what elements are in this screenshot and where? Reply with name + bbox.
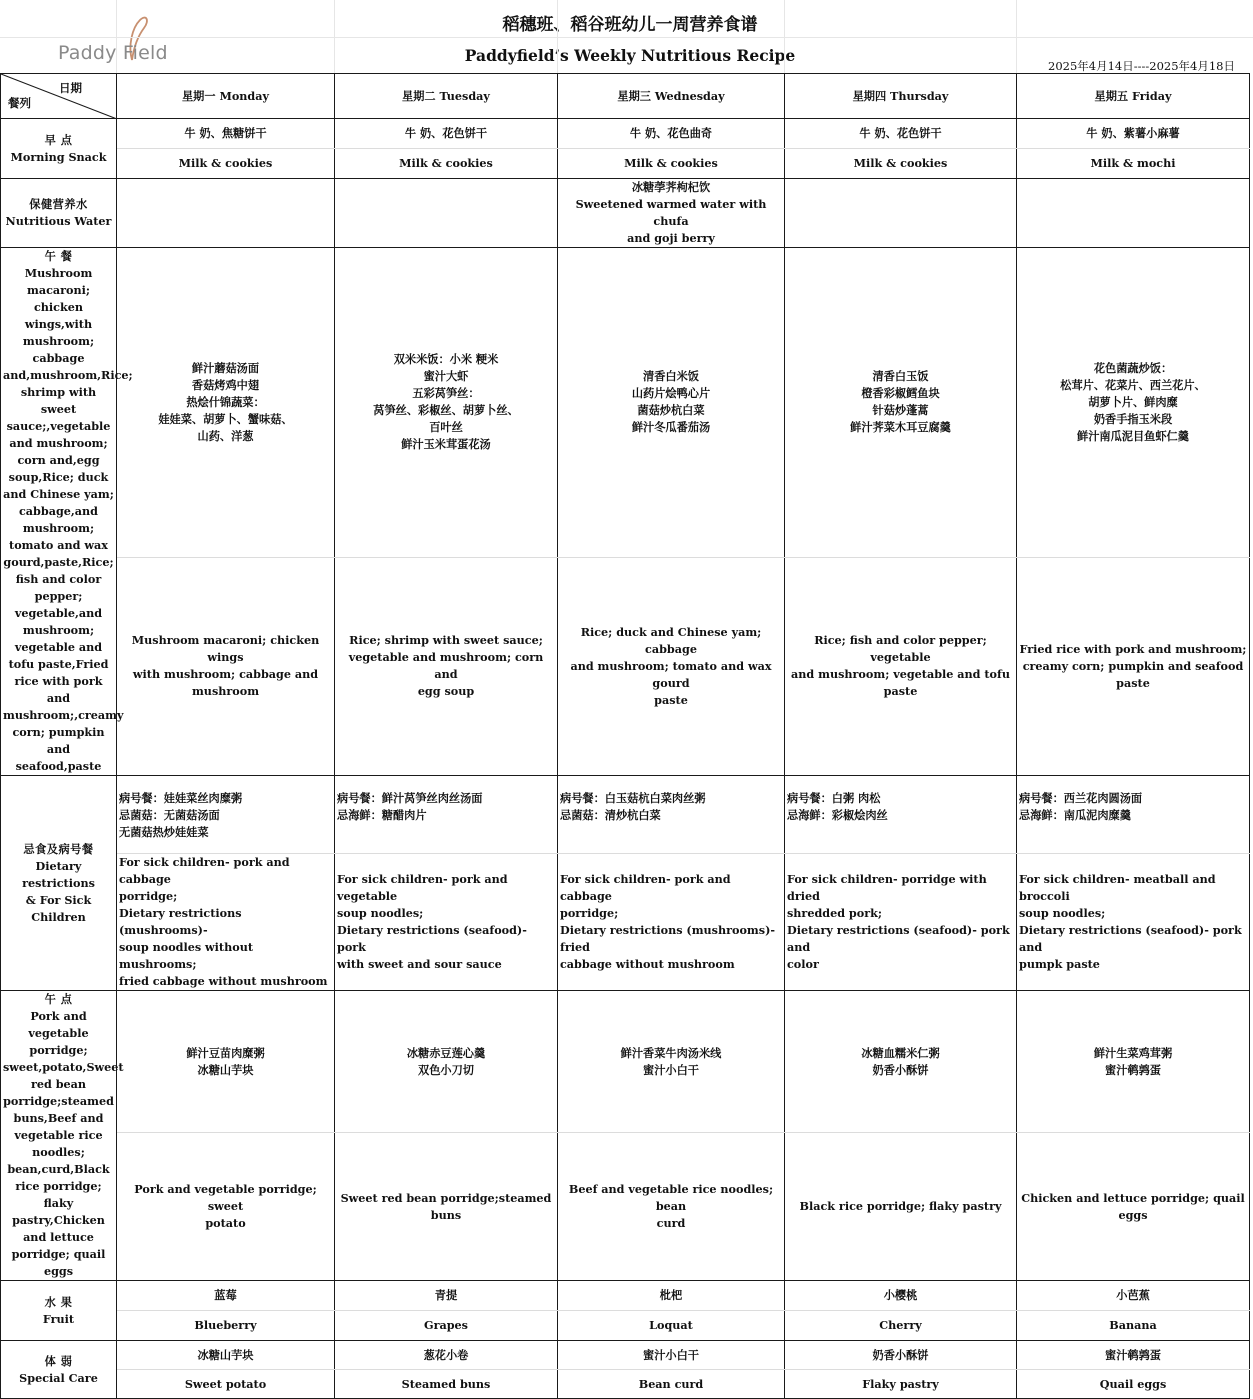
menu-line: 病号餐：白玉菇杭白菜肉丝粥 bbox=[560, 791, 706, 805]
menu-line: 鲜汁豆苗肉糜粥 bbox=[186, 1045, 265, 1060]
weekly-menu-table bbox=[0, 73, 1250, 1399]
menu-cell-en: Bean curd bbox=[558, 1370, 785, 1399]
category-fruit bbox=[1, 1281, 117, 1341]
menu-cell-zh: 牛 奶、花色饼干 bbox=[785, 119, 1017, 149]
menu-cell-zh: 小樱桃 bbox=[785, 1281, 1017, 1311]
dietary-en-row bbox=[1, 854, 1250, 991]
menu-line: Pork and vegetable porridge; sweet bbox=[134, 1182, 317, 1214]
menu-cell-empty bbox=[335, 179, 558, 248]
menu-line: For sick children- meatball and broccoli bbox=[1019, 872, 1216, 903]
menu-line: Sweetened warmed water with chufa bbox=[575, 197, 767, 228]
menu-cell-en: Flaky pastry bbox=[785, 1370, 1017, 1399]
day-header-row bbox=[1, 74, 1250, 119]
special-care-row bbox=[1, 1341, 1250, 1370]
menu-cell-zh bbox=[335, 991, 558, 1133]
menu-line: 双色小刀切 bbox=[418, 1062, 474, 1077]
menu-line: Dietary restrictions (mushrooms)- bbox=[119, 906, 242, 937]
menu-line: Fried rice with pork and mushroom; bbox=[1019, 641, 1247, 656]
menu-line: 蜜汁大虾 bbox=[423, 369, 469, 384]
menu-line: 清香白米饭 bbox=[643, 369, 699, 384]
menu-cell-zh bbox=[558, 776, 785, 854]
menu-line: Beef and vegetable rice noodles; bean bbox=[568, 1182, 774, 1214]
menu-cell-zh bbox=[335, 776, 558, 854]
menu-cell-en: Milk & mochi bbox=[1017, 149, 1250, 179]
menu-cell-en: Milk & cookies bbox=[335, 149, 558, 179]
menu-cell-empty bbox=[117, 179, 335, 248]
menu-line: 鲜汁荠菜木耳豆腐羹 bbox=[850, 420, 951, 435]
day-header: 星期三 Wednesday bbox=[558, 74, 785, 119]
menu-line: soup noodles without mushrooms; bbox=[119, 940, 253, 971]
menu-cell-en bbox=[335, 557, 558, 775]
menu-line: 鲜汁南瓜泥目鱼虾仁羹 bbox=[1077, 428, 1189, 443]
menu-cell-zh bbox=[1017, 248, 1250, 558]
menu-cell-zh: 枇杷 bbox=[558, 1281, 785, 1311]
menu-cell-en bbox=[785, 854, 1017, 991]
menu-line: 五彩莴笋丝： bbox=[412, 386, 480, 401]
menu-cell-en bbox=[117, 1133, 335, 1281]
category-label-zh: 水 果 bbox=[44, 1294, 73, 1309]
header-gridline bbox=[334, 0, 335, 73]
menu-line: 橙香彩椒鳕鱼块 bbox=[861, 386, 940, 401]
menu-cell-zh: 奶香小酥饼 bbox=[785, 1341, 1017, 1370]
menu-line: 针菇炒蓬蒿 bbox=[872, 403, 929, 418]
menu-line: Dietary restrictions (seafood)- pork and bbox=[787, 923, 1010, 954]
menu-line: and mushroom; vegetable and tofu paste bbox=[791, 667, 1010, 699]
page-title-chinese: 稻穗班、稻谷班幼儿一周营养食谱 bbox=[502, 15, 758, 35]
menu-line: 胡萝卜片、鲜肉糜 bbox=[1088, 394, 1178, 409]
menu-line: 鲜汁生菜鸡茸粥 bbox=[1093, 1045, 1173, 1060]
menu-cell-zh bbox=[117, 776, 335, 854]
category-label-en: Dietary restrictions bbox=[22, 858, 95, 890]
menu-line: creamy corn; pumpkin and seafood bbox=[1022, 658, 1244, 673]
category-label-en: Pork and vegetable porridge; sweet,potato,Sweet red bean porridge;steamed buns,Beef and vegetable rice noodles; bean,curd,Black rice porridge; flaky pastry,Chicken and lettuce porridge; quail eggs bbox=[3, 1009, 124, 1278]
morning-snack-en-row bbox=[1, 149, 1250, 179]
menu-line: 蜜汁鹌鹑蛋 bbox=[1105, 1062, 1161, 1077]
category-label-zh: 体 弱 bbox=[44, 1353, 73, 1368]
menu-cell-zh: 葱花小卷 bbox=[335, 1341, 558, 1370]
category-label-en: Mushroom macaroni; chicken wings,with mushroom; cabbage and,mushroom,Rice; shrimp with sweet sauce;,vegetable and mushroom; corn and,egg soup,Rice; duck and Chinese yam; cabbage,and mushroom; tomato and wax gourd,paste,Rice; fish and color pepper; vegetable,and mushroom; vegetable and tofu paste,Fried rice with pork and mushroom;,creamy corn; pumpkin and seafood,paste bbox=[3, 266, 133, 773]
menu-cell-zh: 小芭蕉 bbox=[1017, 1281, 1250, 1311]
header-gridline bbox=[1016, 0, 1017, 73]
menu-line: color bbox=[787, 957, 819, 971]
menu-line: Rice; duck and Chinese yam; cabbage bbox=[580, 624, 762, 656]
menu-cell-en bbox=[558, 557, 785, 775]
menu-cell-en: Milk & cookies bbox=[785, 149, 1017, 179]
menu-line: 花色菌蔬炒饭： bbox=[1093, 360, 1173, 375]
category-afternoon-snack bbox=[1, 991, 124, 1281]
morning-snack-row bbox=[1, 119, 1250, 149]
menu-line: Dietary restrictions (seafood)- pork and bbox=[1019, 923, 1242, 954]
menu-line: 蜜汁小白干 bbox=[643, 1062, 699, 1077]
menu-line: For sick children- pork and vegetable bbox=[337, 872, 508, 903]
category-special-care bbox=[1, 1341, 117, 1399]
menu-cell-zh: 牛 奶、花色饼干 bbox=[335, 119, 558, 149]
menu-cell-en bbox=[117, 557, 335, 775]
category-label-zh: 早 点 bbox=[44, 132, 73, 147]
menu-cell-en: Blueberry bbox=[117, 1311, 335, 1341]
menu-line: 清香白玉饭 bbox=[872, 369, 929, 384]
day-header: 星期五 Friday bbox=[1017, 74, 1250, 119]
menu-cell-en bbox=[335, 854, 558, 991]
menu-cell-en bbox=[1017, 854, 1250, 991]
header-gridline bbox=[0, 37, 1253, 38]
afternoon-snack-en-row bbox=[1, 1133, 1250, 1281]
menu-line: 病号餐：西兰花肉圆汤面 bbox=[1019, 791, 1143, 805]
header-gridline bbox=[784, 0, 785, 73]
menu-cell-empty bbox=[785, 179, 1017, 248]
menu-line: 莴笋丝、彩椒丝、胡萝卜丝、 bbox=[373, 403, 519, 418]
menu-cell-en bbox=[1017, 1133, 1250, 1281]
menu-line: 冰糖血糯米仁粥 bbox=[861, 1045, 940, 1060]
menu-line: Mushroom macaroni; chicken wings bbox=[131, 633, 320, 665]
date-range: 2025年4月14日----2025年4月18日 bbox=[1048, 59, 1235, 73]
menu-line: 热烩什锦蔬菜： bbox=[186, 394, 265, 409]
menu-cell-zh: 青提 bbox=[335, 1281, 558, 1311]
header-gridline bbox=[557, 0, 558, 73]
category-label-en: Fruit bbox=[42, 1311, 75, 1326]
menu-cell-en: Steamed buns bbox=[335, 1370, 558, 1399]
menu-cell-en: Milk & cookies bbox=[117, 149, 335, 179]
menu-cell-zh: 冰糖山芋块 bbox=[117, 1341, 335, 1370]
category-label-en: Children bbox=[31, 909, 86, 924]
menu-line: Chicken and lettuce porridge; quail eggs bbox=[1021, 1190, 1245, 1222]
menu-line: 忌菌菇：无菌菇汤面 bbox=[119, 808, 220, 822]
menu-cell-en: Quail eggs bbox=[1017, 1370, 1250, 1399]
menu-cell-zh bbox=[335, 248, 558, 558]
menu-cell-en bbox=[558, 1133, 785, 1281]
menu-line: with mushroom; cabbage and bbox=[132, 667, 319, 682]
menu-cell-zh: 蜜汁小白干 bbox=[558, 1341, 785, 1370]
category-label-zh: 忌食及病号餐 bbox=[23, 841, 94, 856]
menu-line: curd bbox=[656, 1216, 686, 1231]
category-nutritious-water bbox=[1, 179, 117, 248]
category-morning-snack bbox=[1, 119, 117, 179]
menu-line: 松茸片、花菜片、西兰花片、 bbox=[1060, 377, 1206, 392]
menu-line: potato bbox=[205, 1216, 246, 1231]
category-label-en: Nutritious Water bbox=[5, 214, 112, 228]
lunch-en-row bbox=[1, 557, 1250, 775]
menu-line: Rice; fish and color pepper; vegetable bbox=[814, 633, 987, 665]
lunch-row bbox=[1, 248, 1250, 558]
nutritious-water-row bbox=[1, 179, 1250, 248]
menu-line: soup noodles; bbox=[1019, 906, 1106, 920]
menu-line: mushroom bbox=[191, 684, 260, 699]
menu-line: 山药、洋葱 bbox=[197, 428, 254, 443]
menu-line: pumpk paste bbox=[1019, 957, 1100, 971]
menu-cell-en: Grapes bbox=[335, 1311, 558, 1341]
menu-line: Dietary restrictions (seafood)- pork bbox=[337, 923, 527, 954]
menu-line: soup noodles; bbox=[337, 906, 424, 920]
menu-cell-en: Loquat bbox=[558, 1311, 785, 1341]
menu-line: 病号餐：鲜汁莴笋丝肉丝汤面 bbox=[337, 791, 483, 805]
menu-cell-zh: 牛 奶、焦糖饼干 bbox=[117, 119, 335, 149]
menu-line: with sweet and sour sauce bbox=[337, 957, 502, 971]
menu-line: Dietary restrictions (mushrooms)- fried bbox=[560, 923, 776, 954]
menu-line: For sick children- porridge with dried bbox=[787, 872, 987, 903]
menu-line: 鲜汁香菜牛肉汤米线 bbox=[620, 1045, 722, 1060]
paddyfield-logo bbox=[44, 12, 184, 72]
menu-line: 鲜汁蘑菇汤面 bbox=[191, 360, 260, 375]
menu-line: For sick children- pork and cabbage bbox=[560, 872, 731, 903]
menu-cell-zh: 牛 奶、花色曲奇 bbox=[558, 119, 785, 149]
page-title-english: Paddyfield’s Weekly Nutritious Recipe bbox=[464, 46, 796, 65]
category-label-zh: 午 餐 bbox=[44, 249, 73, 263]
fruit-row bbox=[1, 1281, 1250, 1311]
menu-line: 无菌菇热炒娃娃菜 bbox=[119, 825, 209, 839]
menu-cell-en bbox=[1017, 557, 1250, 775]
menu-line: 病号餐：娃娃菜丝肉糜粥 bbox=[119, 791, 243, 805]
category-label-en: Morning Snack bbox=[10, 149, 107, 164]
special-care-en-row bbox=[1, 1370, 1250, 1399]
menu-line: porridge; bbox=[119, 889, 178, 903]
menu-cell-zh bbox=[1017, 776, 1250, 854]
afternoon-snack-row bbox=[1, 991, 1250, 1133]
menu-line: 病号餐：白粥 肉松 bbox=[787, 791, 881, 805]
category-label-en: Special Care bbox=[19, 1370, 98, 1385]
menu-cell-en bbox=[785, 1133, 1017, 1281]
menu-cell-zh bbox=[117, 248, 335, 558]
menu-line: vegetable and mushroom; corn and bbox=[348, 650, 544, 682]
menu-line: 冰糖荸荠枸杞饮 bbox=[631, 180, 711, 194]
menu-cell-zh bbox=[1017, 991, 1250, 1133]
day-header: 星期四 Thursday bbox=[785, 74, 1017, 119]
menu-line: 百叶丝 bbox=[429, 420, 463, 435]
menu-line: Sweet red bean porridge;steamed buns bbox=[340, 1190, 552, 1222]
category-label-zh: 午 点 bbox=[44, 992, 73, 1006]
menu-cell-en: Cherry bbox=[785, 1311, 1017, 1341]
dietary-row bbox=[1, 776, 1250, 854]
logo-text: Paddy Field bbox=[58, 42, 168, 64]
menu-line: paste bbox=[654, 692, 688, 707]
menu-cell-en: Banana bbox=[1017, 1311, 1250, 1341]
menu-line: 山药片烩鸭心片 bbox=[631, 386, 711, 401]
menu-line: 忌菌菇：清炒杭白菜 bbox=[560, 808, 661, 822]
menu-line: 奶香小酥饼 bbox=[872, 1062, 929, 1077]
menu-cell-zh bbox=[558, 248, 785, 558]
corner-header-cell bbox=[1, 74, 117, 119]
menu-cell-en bbox=[785, 557, 1017, 775]
menu-line: 双米米饭：小米 粳米 bbox=[393, 352, 499, 367]
menu-line: 冰糖赤豆莲心羹 bbox=[406, 1045, 486, 1060]
menu-line: cabbage without mushroom bbox=[560, 957, 735, 971]
menu-line: 奶香手指玉米段 bbox=[1093, 411, 1173, 426]
menu-cell-zh: 牛 奶、紫薯小麻薯 bbox=[1017, 119, 1250, 149]
menu-line: 娃娃菜、胡萝卜、蟹味菇、 bbox=[158, 411, 293, 426]
menu-line: 香菇烤鸡中翅 bbox=[191, 377, 260, 392]
menu-line: and mushroom; tomato and wax gourd bbox=[570, 658, 772, 690]
menu-line: paste bbox=[1116, 675, 1150, 690]
menu-line: egg soup bbox=[417, 684, 475, 699]
menu-line: shredded pork; bbox=[787, 906, 882, 920]
menu-cell-en bbox=[335, 1133, 558, 1281]
category-lunch bbox=[1, 248, 133, 776]
menu-line: 鲜汁玉米茸蛋花汤 bbox=[401, 437, 491, 452]
menu-cell-en: Milk & cookies bbox=[558, 149, 785, 179]
menu-cell-en bbox=[117, 854, 335, 991]
menu-cell-en bbox=[558, 854, 785, 991]
menu-cell-zh bbox=[785, 991, 1017, 1133]
menu-line: For sick children- pork and cabbage bbox=[119, 855, 290, 886]
menu-line: Black rice porridge; flaky pastry bbox=[799, 1199, 1002, 1214]
corner-date-label: 日期 bbox=[59, 81, 82, 95]
menu-cell-zh bbox=[117, 991, 335, 1133]
menu-line: 忌海鲜：彩椒烩肉丝 bbox=[787, 808, 888, 822]
category-label-zh: 保健营养水 bbox=[29, 197, 88, 211]
menu-cell-zh bbox=[785, 248, 1017, 558]
menu-cell-zh bbox=[785, 776, 1017, 854]
corner-meal-label: 餐列 bbox=[8, 96, 31, 110]
menu-line: 忌海鲜：南瓜泥肉糜羹 bbox=[1019, 808, 1131, 822]
menu-line: 鲜汁冬瓜番茄汤 bbox=[631, 420, 711, 435]
menu-line: fried cabbage without mushroom bbox=[119, 974, 328, 988]
header-gridline bbox=[116, 0, 117, 73]
category-label-en: & For Sick bbox=[25, 892, 92, 907]
day-header: 星期二 Tuesday bbox=[335, 74, 558, 119]
menu-cell-zh: 蜜汁鹌鹑蛋 bbox=[1017, 1341, 1250, 1370]
menu-line: and goji berry bbox=[627, 231, 715, 245]
menu-line: 冰糖山芋块 bbox=[197, 1062, 254, 1077]
menu-line: 忌海鲜：糖醋肉片 bbox=[337, 808, 427, 822]
menu-cell-empty bbox=[1017, 179, 1250, 248]
menu-cell-zh: 蓝莓 bbox=[117, 1281, 335, 1311]
menu-line: Rice; shrimp with sweet sauce; bbox=[349, 633, 543, 648]
fruit-en-row bbox=[1, 1311, 1250, 1341]
menu-cell-en: Sweet potato bbox=[117, 1370, 335, 1399]
day-header: 星期一 Monday bbox=[117, 74, 335, 119]
category-dietary bbox=[1, 776, 117, 991]
menu-cell-zh bbox=[558, 991, 785, 1133]
menu-line: porridge; bbox=[560, 906, 619, 920]
menu-line: 菌菇炒杭白菜 bbox=[637, 403, 705, 418]
menu-cell-water bbox=[558, 179, 785, 248]
